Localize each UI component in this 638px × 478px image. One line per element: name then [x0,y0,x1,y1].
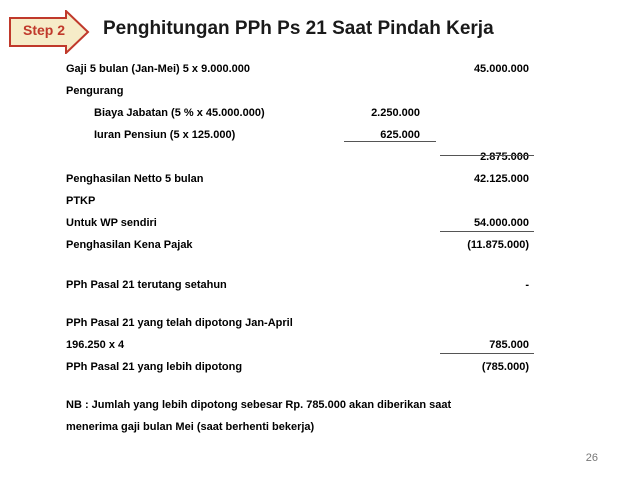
pph-underline [440,353,534,354]
note-text: NB : Jumlah yang lebih dipotong sebesar Rp. 785.000 akan diberikan saat [66,399,452,411]
row-label: Pengurang [66,85,124,97]
row-value-total: 2.875.000 [480,151,529,163]
row-label: Gaji 5 bulan (Jan-Mei) 5 x 9.000.000 [66,63,251,75]
row-label: 196.250 x 4 [66,339,125,351]
row-label: Biaya Jabatan (5 % x 45.000.000) [94,107,265,119]
row-pph-terutang [0,276,638,298]
row-note-1 [0,396,638,418]
row-wp-sendiri [0,214,638,236]
row-label: PPh Pasal 21 terutang setahun [66,279,227,291]
row-total-pengurang [0,148,638,170]
row-ptkp [0,192,638,214]
row-value-total: 42.125.000 [473,173,529,185]
row-value-total: - [525,279,529,291]
row-value-total: (785.000) [481,361,529,373]
subtotal-underline [344,141,436,142]
row-pph-lebih [0,358,638,380]
step-label: Step 2 [22,22,65,38]
row-value-total: (11.875.000) [467,239,529,251]
page-title: Penghitungan PPh Ps 21 Saat Pindah Kerja [103,18,494,39]
row-label: Iuran Pensiun (5 x 125.000) [94,129,236,141]
note-text: menerima gaji bulan Mei (saat berhenti bekerja) [66,421,315,433]
row-biaya-jabatan [0,104,638,126]
total-underline [440,155,534,156]
row-pph-calc [0,336,638,358]
row-label: PTKP [66,195,96,207]
row-pengurang [0,82,638,104]
row-label: PPh Pasal 21 yang lebih dipotong [66,361,243,373]
row-netto [0,170,638,192]
row-gaji [0,60,638,82]
row-label: Penghasilan Netto 5 bulan [66,173,204,185]
row-value-total: 785.000 [489,339,529,351]
row-value-total: 45.000.000 [473,63,529,75]
step-badge [8,10,90,54]
row-value-total: 54.000.000 [473,217,529,229]
page-number: 26 [585,452,598,464]
row-label: Penghasilan Kena Pajak [66,239,193,251]
row-note-2 [0,418,638,440]
row-label: Untuk WP sendiri [66,217,157,229]
row-pkp [0,236,638,258]
row-iuran-pensiun [0,126,638,148]
row-pph-dipotong [0,314,638,336]
row-value-sub: 625.000 [380,129,420,141]
ptkp-underline [440,231,534,232]
row-value-sub: 2.250.000 [371,107,420,119]
row-label: PPh Pasal 21 yang telah dipotong Jan-April [66,317,293,329]
